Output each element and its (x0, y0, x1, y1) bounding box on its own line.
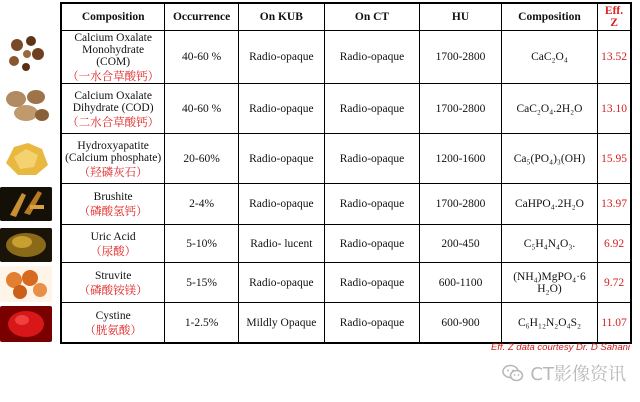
kub-cell: Radio-opaque (238, 184, 324, 225)
kub-cell: Radio-opaque (238, 263, 324, 303)
kub-cell: Radio-opaque (238, 134, 324, 184)
hu-cell: 1700-2800 (420, 31, 502, 84)
watermark (502, 360, 626, 386)
kub-cell: Mildly Opaque (238, 303, 324, 343)
struvite-stone-image (0, 266, 52, 302)
eff-z-cell: 13.10 (598, 84, 631, 134)
cystine-stone-image (0, 306, 52, 342)
composition-cell (61, 31, 165, 84)
composition-cell (61, 263, 165, 303)
composition-name: Brushite (93, 191, 133, 204)
occurrence-cell: 5-15% (165, 263, 239, 303)
formula-cell: Ca₅(PO₄)₃(OH) (501, 134, 597, 184)
composition-chinese-name: （尿酸） (90, 243, 137, 258)
composition-chinese-name: （胱氨酸） (84, 322, 142, 337)
eff-z-cell: 11.07 (598, 303, 631, 343)
occurrence-cell: 2-4% (165, 184, 239, 225)
composition-chinese-name: （磷酸氢钙） (78, 204, 148, 219)
composition-name: Struvite (94, 269, 132, 282)
occurrence-cell: 40-60 % (165, 84, 239, 134)
formula-cell: C₅H₄N₄O₃. (501, 225, 597, 263)
occurrence-cell: 5-10% (165, 225, 239, 263)
ct-cell: Radio-opaque (324, 303, 419, 343)
table-header-row (61, 3, 631, 31)
kub-cell: Radio-opaque (238, 84, 324, 134)
kub-cell: Radio-opaque (238, 31, 324, 84)
table-row (61, 263, 631, 303)
composition-cell (61, 184, 165, 225)
composition-chinese-name: （二水合草酸钙） (67, 114, 160, 129)
formula-cell: CaHPO₄.2H₂O (501, 184, 597, 225)
table-row (61, 84, 631, 134)
occurrence-cell: 1-2.5% (165, 303, 239, 343)
composition-cell (61, 303, 165, 343)
formula-cell: (NH₄)MgPO₄·6 H₂O) (501, 263, 597, 303)
formula-cell: CaC₂O₄ (501, 31, 597, 84)
composition-cell (61, 134, 165, 184)
kub-cell: Radio- lucent (238, 225, 324, 263)
eff-z-cell: 15.95 (598, 134, 631, 184)
composition-name: Hydroxyapatite (Calcium phosphate) (65, 139, 162, 164)
hu-cell: 600-1100 (420, 263, 502, 303)
composition-cell (61, 84, 165, 134)
hydroxyapatite-stone-image (0, 135, 52, 181)
ct-cell: Radio-opaque (324, 263, 419, 303)
table-row (61, 31, 631, 84)
composition-chinese-name: （羟磷灰石） (78, 164, 148, 179)
composition-name: Cystine (95, 309, 131, 322)
composition-chinese-name: （一水合草酸钙） (67, 69, 160, 84)
cod-stone-image (0, 85, 52, 127)
uric-acid-stone-image (0, 228, 52, 262)
hu-cell: 1700-2800 (420, 184, 502, 225)
watermark-text: CT影像资讯 (530, 364, 626, 385)
ct-cell: Radio-opaque (324, 31, 419, 84)
table-row (61, 303, 631, 343)
formula-cell: C₆H₁₂N₂O₄S₂ (501, 303, 597, 343)
composition-name: Calcium Oxalate Monohydrate (COM) (74, 32, 152, 69)
composition-name: Calcium Oxalate Dihydrate (COD) (72, 89, 154, 114)
eff-z-cell: 13.52 (598, 31, 631, 84)
formula-cell: CaC₂O₄.2H₂O (501, 84, 597, 134)
occurrence-cell: 40-60 % (165, 31, 239, 84)
ct-cell: Radio-opaque (324, 84, 419, 134)
brushite-stone-image (0, 187, 52, 221)
header-eff-z: Eff. Z (598, 3, 631, 31)
header-on-ct: On CT (324, 3, 419, 31)
ct-cell: Radio-opaque (324, 184, 419, 225)
table-row (61, 225, 631, 263)
ct-cell: Radio-opaque (324, 134, 419, 184)
eff-z-cell: 13.97 (598, 184, 631, 225)
header-occurrence: Occurrence (165, 3, 239, 31)
hu-cell: 600-900 (420, 303, 502, 343)
eff-z-cell: 9.72 (598, 263, 631, 303)
header-formula: Composition (501, 3, 597, 31)
hu-cell: 200-450 (420, 225, 502, 263)
table-row (61, 134, 631, 184)
header-on-kub: On KUB (238, 3, 324, 31)
header-hu: HU (420, 3, 502, 31)
hu-cell: 1200-1600 (420, 134, 502, 184)
ct-cell: Radio-opaque (324, 225, 419, 263)
occurrence-cell: 20-60% (165, 134, 239, 184)
composition-cell (61, 225, 165, 263)
wechat-icon (502, 364, 524, 382)
stone-composition-table (60, 2, 632, 344)
com-stone-image (0, 30, 52, 76)
eff-z-footnote: Eff. Z data courtesy Dr. D Sahani (490, 342, 630, 353)
composition-name: Uric Acid (90, 230, 136, 243)
header-composition: Composition (61, 3, 165, 31)
table-row (61, 184, 631, 225)
hu-cell: 1700-2800 (420, 84, 502, 134)
composition-chinese-name: （磷酸铵镁） (78, 282, 148, 297)
eff-z-cell: 6.92 (598, 225, 631, 263)
